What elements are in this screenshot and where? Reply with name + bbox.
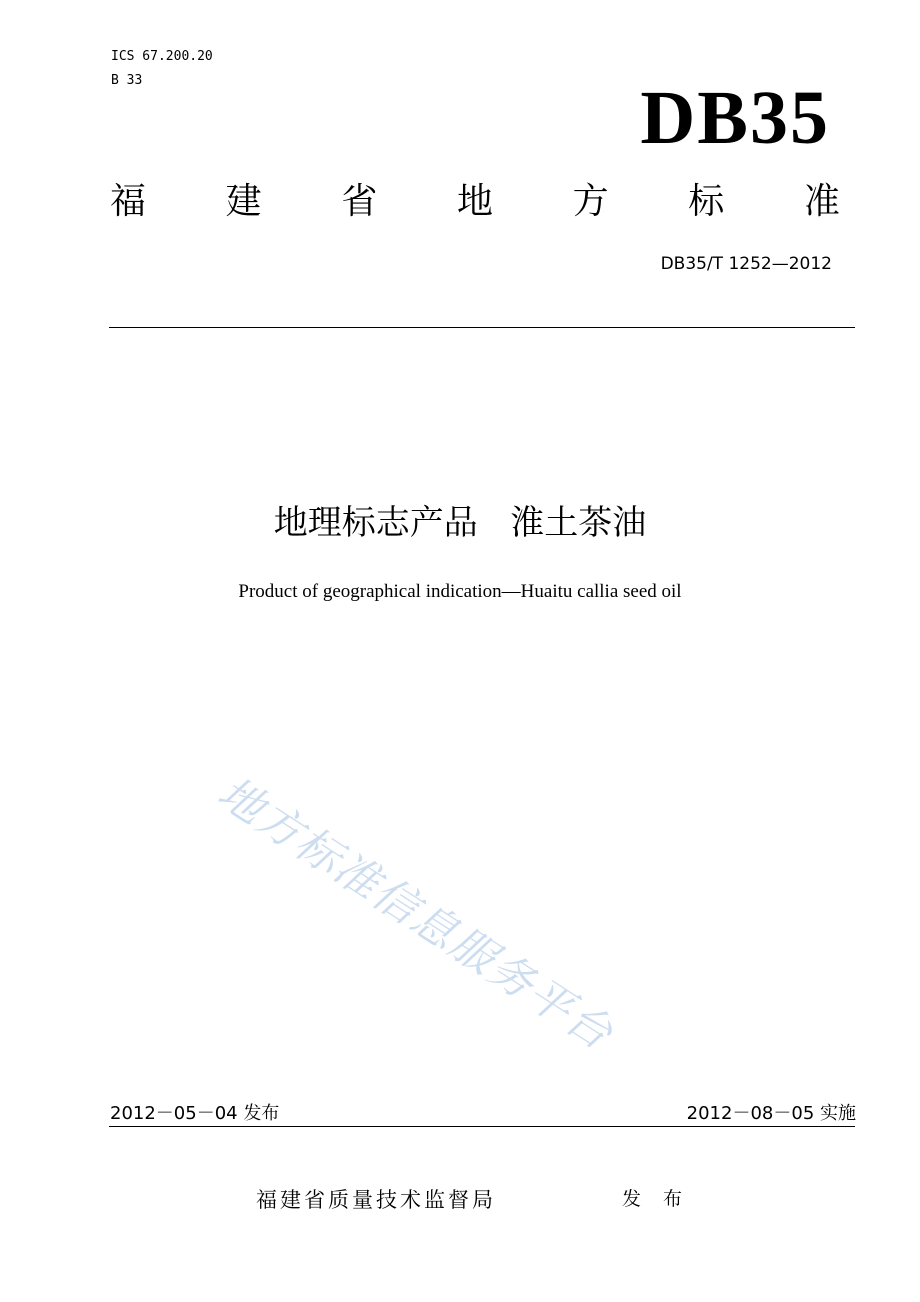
implementation-date: 2012－08－05 实施 [686, 1103, 856, 1124]
classification-code: B 33 [111, 73, 143, 88]
standard-name-char: 福 [110, 181, 147, 222]
issued-label: 发 布 [622, 1188, 691, 1210]
standard-name-char: 建 [225, 181, 262, 222]
ics-code: ICS 67.200.20 [111, 49, 213, 64]
header-divider [109, 327, 855, 328]
document-title-english: Product of geographical indication—Huaitu callia seed oil [238, 581, 682, 602]
standard-name-char: 地 [456, 181, 493, 222]
standard-name-char: 省 [341, 181, 378, 222]
standard-number: DB35/T 1252—2012 [660, 254, 832, 274]
issuer-name: 福建省质量技术监督局 [256, 1188, 496, 1212]
db-code: DB35 [640, 76, 830, 160]
standard-name-char: 准 [803, 181, 840, 222]
watermark: 地方标准信息服务平台 [208, 767, 623, 1061]
standard-name-char: 标 [688, 181, 725, 222]
footer-divider [109, 1126, 855, 1127]
standard-name [110, 180, 840, 224]
standard-name-char: 方 [572, 181, 609, 222]
issue-date: 2012－05－04 发布 [110, 1103, 280, 1124]
document-title-chinese: 地理标志产品 淮土茶油 [273, 503, 647, 543]
